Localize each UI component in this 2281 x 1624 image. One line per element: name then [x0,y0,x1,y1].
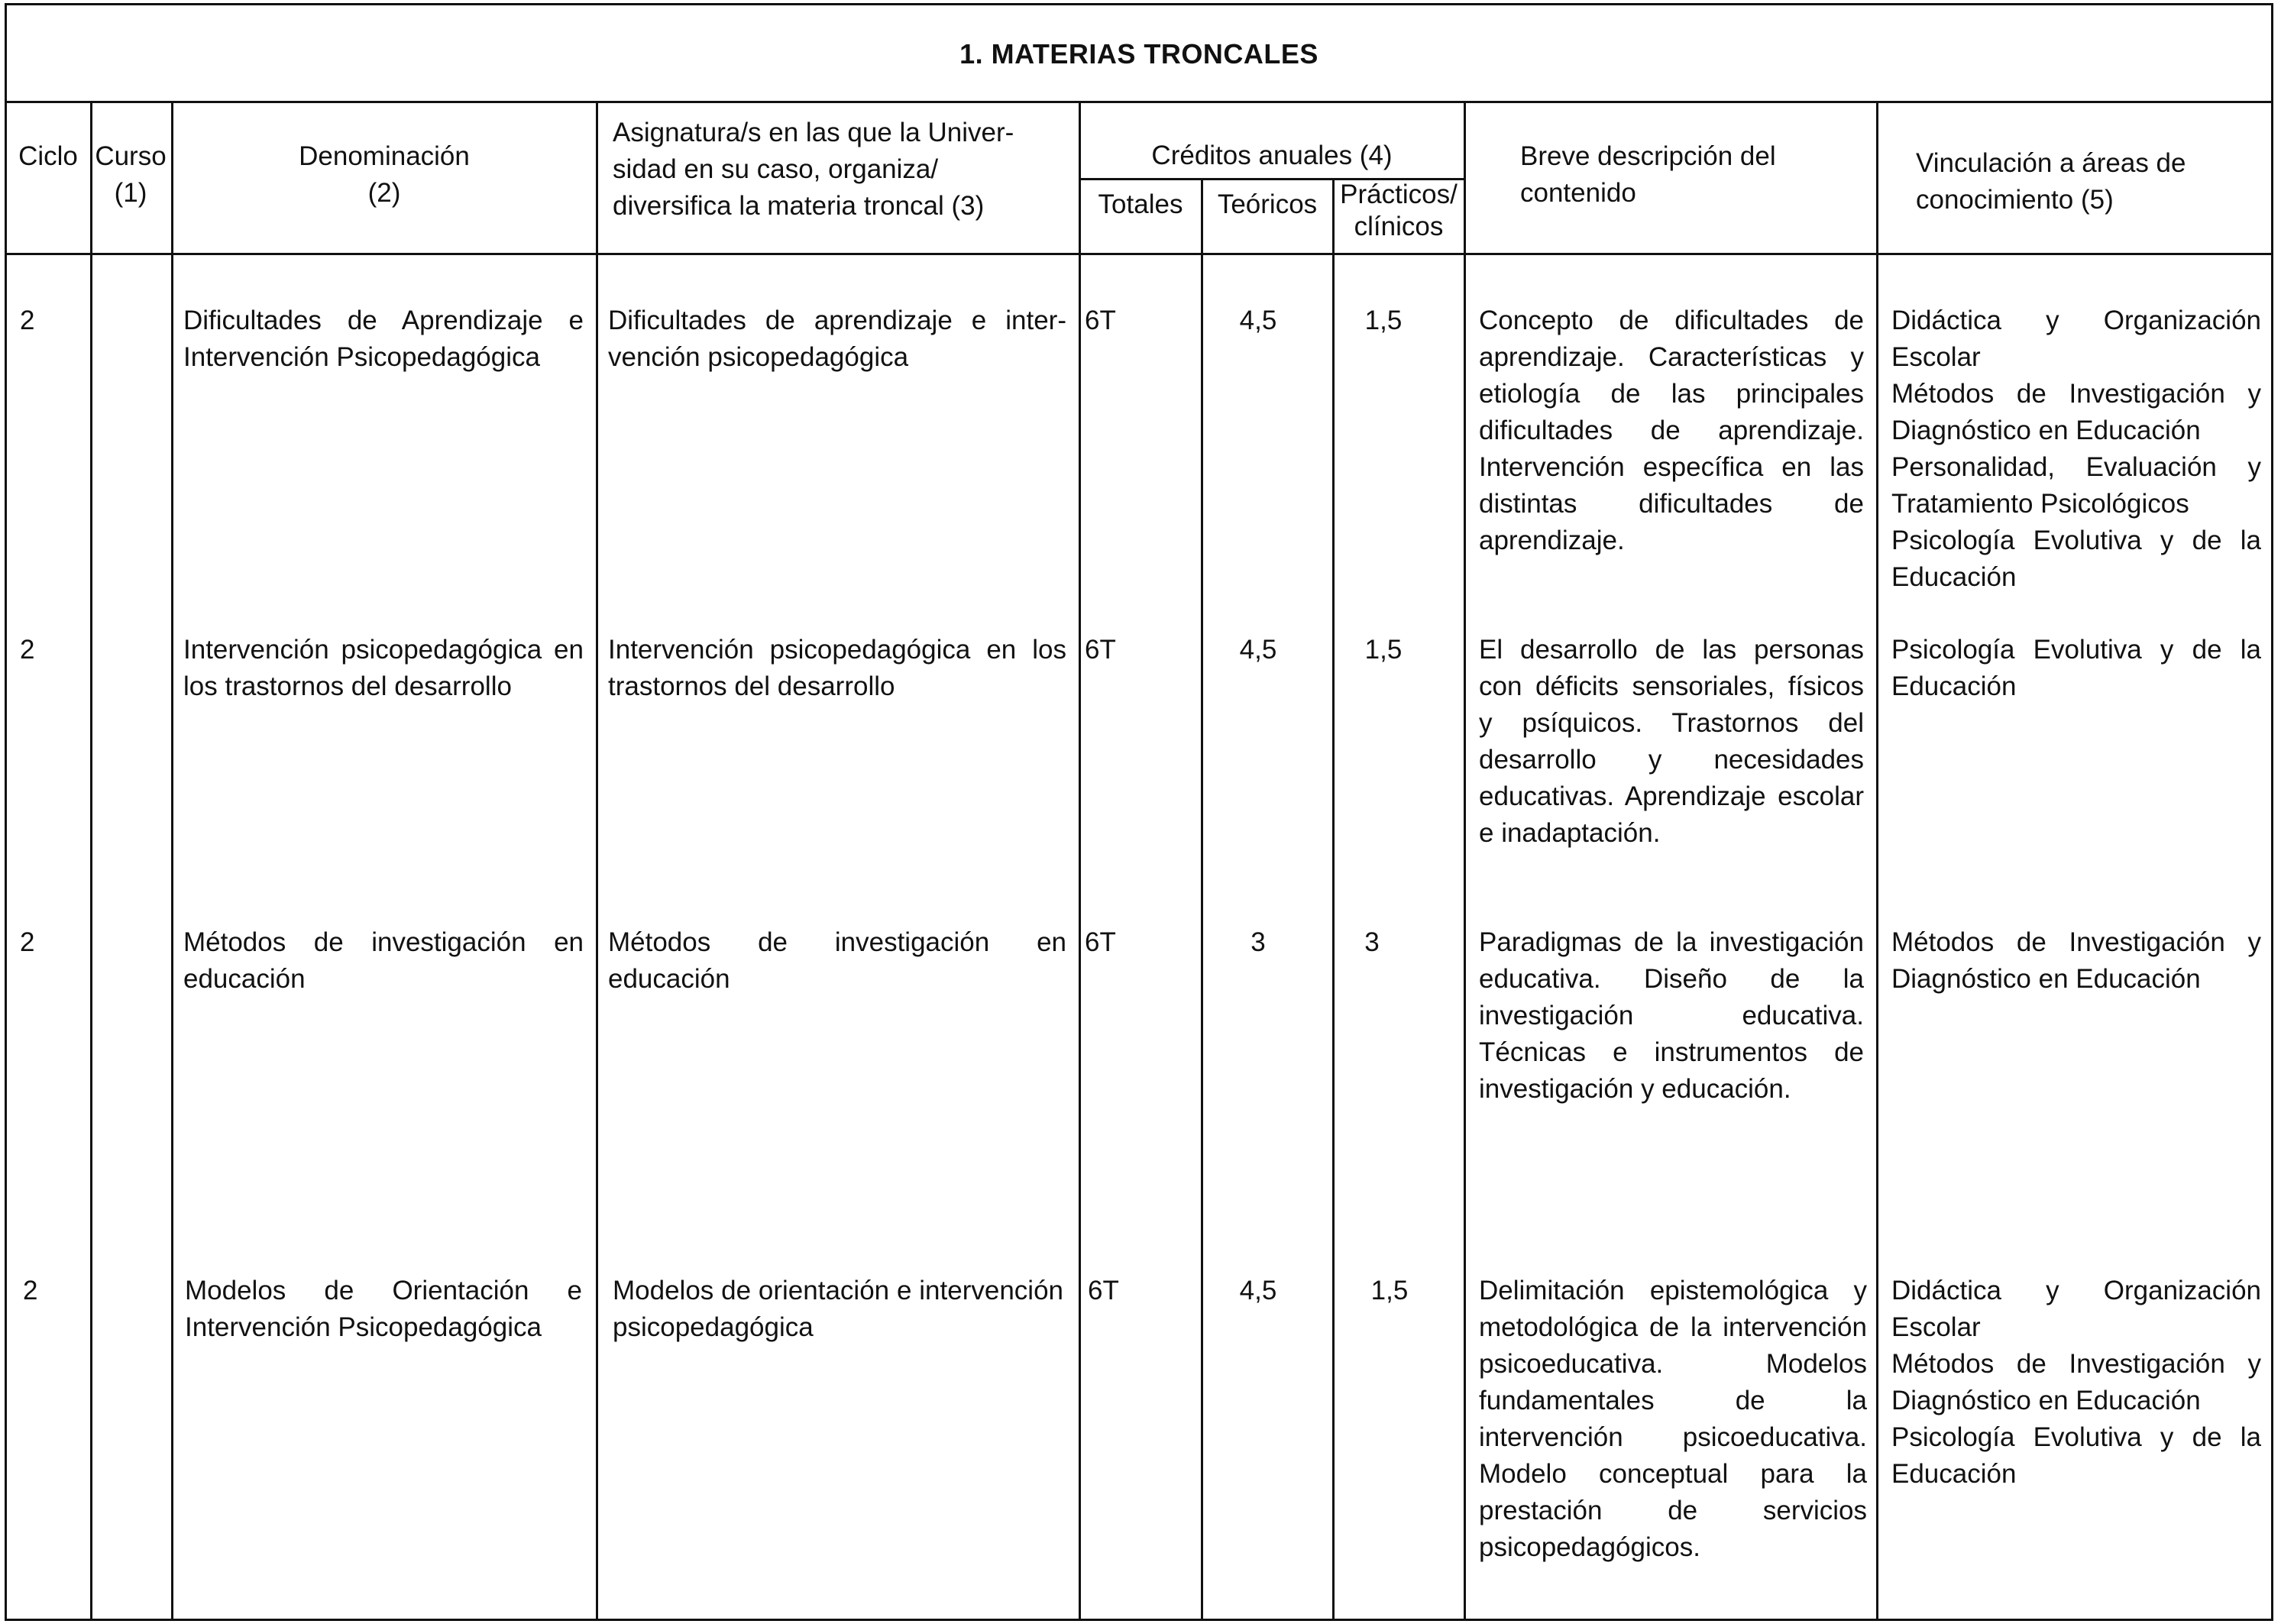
header-descripcion: Breve descripción del contenido [1520,141,1776,208]
row2-practicos: 1,5 [1364,635,1403,665]
row1-denominacion: Dificultades de Aprendizaje e Intervención Psicopedagógica [183,306,584,372]
row2-denominacion: Intervención psicopedagógica en los trastornos del desarrollo [183,635,584,701]
row4-ciclo: 2 [23,1276,38,1305]
col-divider-denominacion [171,101,173,1621]
header-divider [5,253,2273,255]
col-divider-asignatura [596,101,598,1621]
header-vinculacion: Vinculación a áreas de conocimiento (5) [1916,148,2186,215]
row3-denominacion: Métodos de investigación en educación [183,927,584,994]
row3-teoricos: 3 [1251,927,1266,957]
row4-vinculacion: Didáctica y Organización Escolar Métodos de Investigación y Diagnóstico en Educación Psicología Evolutiva y de la Educación [1891,1276,2261,1489]
row4-practicos: 1,5 [1370,1276,1409,1305]
col-divider-practicos [1332,178,1335,1621]
header-asignatura: Asignatura/s en las que la Univer- sidad en su caso, organiza/ diversifica la materia troncal (3) [613,118,1014,221]
row2-ciclo: 2 [20,635,35,665]
row1-asignatura: Dificultades de aprendizaje e inter-vención psicopedagógica [608,306,1066,372]
row4-totales: 6T [1088,1276,1119,1305]
col-divider-curso [90,101,92,1621]
row4-teoricos: 4,5 [1239,1276,1277,1305]
row1-ciclo: 2 [20,306,35,335]
col-divider-vinculacion [1876,101,1878,1621]
row1-teoricos: 4,5 [1239,306,1277,335]
row2-totales: 6T [1085,635,1116,665]
row1-descripcion: Concepto de dificultades de aprendizaje. Características y etiología de las principales dificultades de aprendizaje. Intervención específica en las distintas dificultades de aprendizaje. [1479,306,1864,555]
row3-vinculacion: Métodos de Investigación y Diagnóstico en Educación [1891,927,2261,994]
row3-practicos: 3 [1364,927,1380,957]
header-denominacion: Denominación (2) [299,141,470,208]
row3-descripcion: Paradigmas de la investigación educativa. Diseño de la investigación educativa. Técnicas e instrumentos de investigación y educación. [1479,927,1864,1104]
row2-asignatura: Intervención psicopedagógica en los trastornos del desarrollo [608,635,1066,701]
row2-vinculacion: Psicología Evolutiva y de la Educación [1891,635,2261,701]
col-divider-descripcion [1464,101,1466,1621]
title-divider [5,101,2273,103]
header-ciclo: Ciclo [18,141,78,171]
header-curso: Curso (1) [95,141,167,208]
header-practicos: Prácticos/ clínicos [1340,180,1458,241]
row1-totales: 6T [1085,306,1116,335]
row3-ciclo: 2 [20,927,35,957]
header-teoricos: Teóricos [1217,189,1318,219]
row1-vinculacion: Didáctica y Organización Escolar Métodos de Investigación y Diagnóstico en Educación Personalidad, Evaluación y Tratamiento Psicológicos Psicología Evolutiva y de la Educación [1891,306,2261,592]
row4-asignatura: Modelos de orientación e intervención psicopedagógica [613,1276,1063,1342]
row4-descripcion: Delimitación epistemológica y metodológica de la intervención psicoeducativa. Modelos fundamentales de la intervención psicoeducativa. Modelo conceptual para la prestación de servicios psicopedagógicos. [1479,1276,1867,1562]
row1-practicos: 1,5 [1364,306,1403,335]
table-title: 1. MATERIAS TRONCALES [959,38,1318,70]
col-divider-teoricos [1201,178,1203,1621]
header-totales: Totales [1098,189,1183,219]
row2-descripcion: El desarrollo de las personas con déficits sensoriales, físicos y psíquicos. Trastornos del desarrollo y necesidades educativas. Aprendizaje escolar e inadaptación. [1479,635,1864,848]
col-divider-totales [1079,101,1081,1621]
header-creditos: Créditos anuales (4) [1151,141,1393,170]
row3-asignatura: Métodos de investigación en educación [608,927,1066,994]
row3-totales: 6T [1085,927,1116,957]
row2-teoricos: 4,5 [1239,635,1277,665]
row4-denominacion: Modelos de Orientación e Intervención Psicopedagógica [185,1276,582,1342]
